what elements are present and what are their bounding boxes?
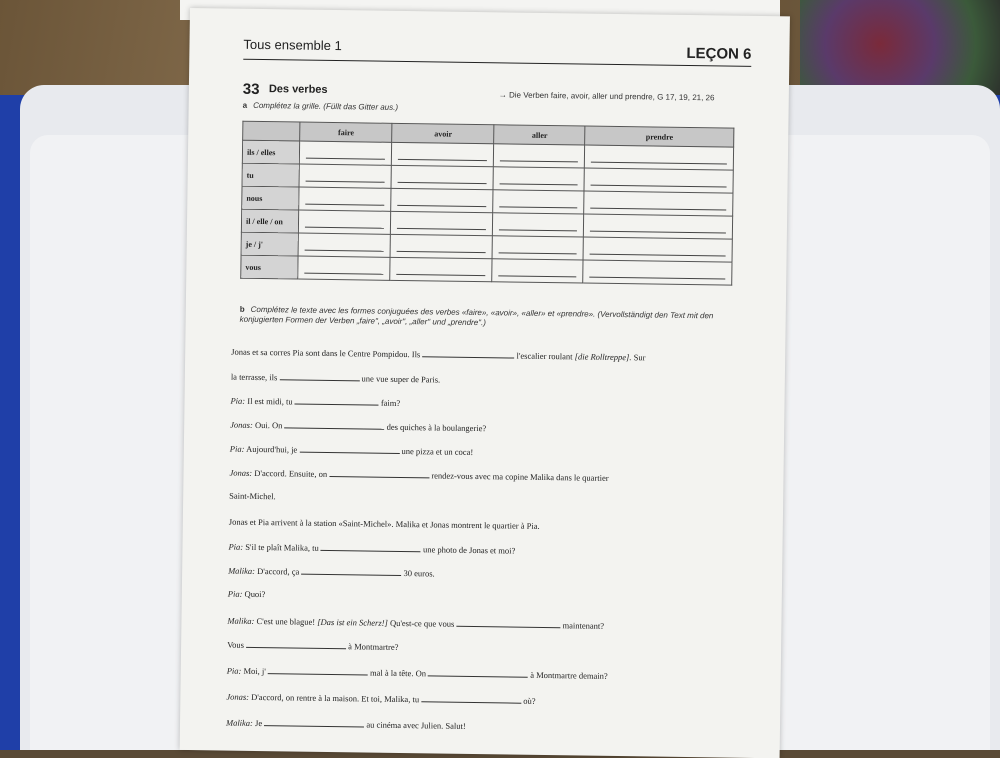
answer-line — [305, 250, 384, 252]
answer-line — [590, 254, 726, 257]
grid-answer-cell[interactable] — [493, 213, 584, 237]
part-b-instruction — [240, 305, 750, 332]
answer-blank[interactable] — [321, 542, 421, 552]
answer-line — [397, 228, 486, 230]
grid-answer-cell[interactable] — [583, 260, 732, 285]
text-line: Malika: C'est une blague! [Das ist ein Scherz!] Qu'est-ce que vous maintenant? — [227, 615, 605, 631]
worksheet-page — [180, 8, 790, 758]
grid-answer-cell[interactable] — [493, 190, 584, 214]
answer-line — [590, 277, 726, 280]
answer-line — [306, 181, 385, 183]
answer-blank[interactable] — [284, 419, 384, 429]
answer-line — [500, 206, 578, 208]
grid-answer-cell[interactable] — [298, 233, 391, 257]
text-line: Jonas: Oui. On des quiches à la boulangerie? — [230, 419, 487, 434]
conjugation-grid — [240, 121, 734, 286]
grid-answer-cell[interactable] — [391, 165, 493, 189]
answer-blank[interactable] — [456, 618, 560, 628]
exercise-title: Des verbes — [268, 83, 328, 96]
grid-answer-cell[interactable] — [391, 234, 493, 258]
answer-line — [398, 205, 487, 207]
grid-answer-cell[interactable] — [299, 164, 392, 188]
grid-answer-cell[interactable] — [390, 257, 492, 281]
grid-answer-cell[interactable] — [584, 191, 733, 216]
lesson-label: LEÇON 6 — [686, 44, 752, 63]
answer-line — [499, 229, 577, 231]
text-line: Pia: Aujourd'hui, je une pizza et un coca! — [229, 443, 474, 457]
grid-row-pronoun: tu — [242, 163, 299, 187]
part-b-text: Complétez le texte avec les formes conjuguées des verbes «faire», «avoir», «aller» et «prendre». (Vervollständigt den Text mit den konjugierten Formen der Verben „faire", „avoir", „aller" und „prendre".) — [239, 304, 714, 328]
text-line: Malika: D'accord, ça 30 euros. — [228, 565, 435, 579]
grid-answer-cell[interactable] — [391, 188, 493, 212]
grid-answer-cell[interactable] — [492, 236, 583, 260]
grid-header-avoir: avoir — [392, 123, 494, 143]
answer-blank[interactable] — [301, 566, 401, 576]
answer-blank[interactable] — [268, 665, 368, 675]
text-line: Saint-Michel. — [229, 490, 276, 502]
grid-row-pronoun: nous — [242, 186, 299, 210]
text-line: Malika: Je au cinéma avec Julien. Salut! — [225, 717, 466, 731]
grid-header-faire: faire — [300, 122, 393, 142]
grid-answer-cell[interactable] — [299, 141, 392, 165]
answer-blank[interactable] — [299, 444, 399, 454]
answer-line — [305, 227, 384, 229]
grid-answer-cell[interactable] — [583, 237, 732, 262]
answer-line — [590, 231, 726, 234]
answer-line — [500, 160, 578, 162]
answer-blank[interactable] — [329, 468, 429, 478]
grid-row-pronoun: ils / elles — [242, 140, 299, 164]
grid-answer-cell[interactable] — [299, 187, 392, 211]
answer-line — [306, 158, 385, 160]
part-b-letter: b — [239, 304, 245, 314]
answer-blank[interactable] — [422, 348, 514, 358]
answer-blank[interactable] — [295, 396, 379, 406]
text-line: Vous à Montmartre? — [227, 639, 399, 652]
grid-corner — [243, 121, 300, 141]
answer-line — [398, 159, 487, 161]
grid-answer-cell[interactable] — [298, 210, 391, 234]
part-a-letter: a — [242, 100, 248, 110]
answer-line — [398, 182, 487, 184]
answer-blank[interactable] — [279, 371, 359, 381]
answer-line — [591, 185, 727, 188]
answer-line — [499, 252, 577, 254]
grid-header-prendre: prendre — [585, 126, 734, 147]
part-a-instruction — [243, 101, 399, 112]
grid-answer-cell[interactable] — [298, 256, 391, 280]
grid-answer-cell[interactable] — [494, 144, 585, 168]
answer-blank[interactable] — [246, 639, 346, 649]
grammar-reference: → Die Verben faire, avoir, aller und prendre, G 17, 19, 21, 26 — [498, 90, 715, 103]
answer-line — [499, 275, 577, 277]
text-line: la terrasse, ils une vue super de Paris. — [230, 371, 441, 385]
grid-row-pronoun: il / elle / on — [241, 209, 298, 233]
answer-line — [397, 274, 486, 276]
grid-answer-cell[interactable] — [392, 142, 494, 166]
text-line: Pia: Moi, j' mal à la tête. On à Montmartre demain? — [226, 665, 608, 681]
answer-line — [591, 208, 727, 211]
text-line: Pia: Il est midi, tu faim? — [230, 395, 401, 408]
answer-blank[interactable] — [421, 693, 521, 703]
grid-answer-cell[interactable] — [493, 167, 584, 191]
text-line: Jonas: D'accord, on rentre à la maison. Et toi, Malika, tu où? — [226, 691, 536, 706]
answer-line — [591, 162, 727, 165]
text-line: Jonas: D'accord. Ensuite, on rendez-vous avec ma copine Malika dans le quartier — [229, 467, 609, 483]
part-a-text: Complétez la grille. (Füllt das Gitter aus.) — [253, 100, 399, 112]
book-title: Tous ensemble 1 — [243, 36, 342, 54]
grid-answer-cell[interactable] — [492, 259, 583, 283]
grid-header-aller: aller — [494, 125, 585, 145]
answer-line — [397, 251, 486, 253]
answer-line — [304, 273, 383, 275]
page-header — [243, 37, 751, 67]
text-line: Jonas et Pia arrivent à la station «Saint-Michel». Malika et Jonas montrent le quartier à Pia. — [228, 516, 540, 531]
answer-blank[interactable] — [428, 667, 528, 677]
text-line: Pia: S'il te plaît Malika, tu une photo de Jonas et moi? — [228, 541, 516, 556]
text-line: Jonas et sa corres Pia sont dans le Centre Pompidou. Ils l'escalier roulant [die Rolltreppe]. Sur — [231, 346, 646, 363]
answer-line — [305, 204, 384, 206]
grid-answer-cell[interactable] — [391, 211, 493, 235]
grid-answer-cell[interactable] — [584, 214, 733, 239]
text-line: Pia: Quoi? — [227, 588, 266, 600]
grid-answer-cell[interactable] — [584, 168, 733, 193]
answer-line — [500, 183, 578, 185]
answer-blank[interactable] — [264, 717, 364, 727]
grid-row-pronoun: je / j' — [241, 232, 298, 256]
grid-row-pronoun: vous — [241, 255, 298, 279]
grid-answer-cell[interactable] — [585, 145, 734, 170]
exercise-number: 33 — [242, 80, 260, 98]
